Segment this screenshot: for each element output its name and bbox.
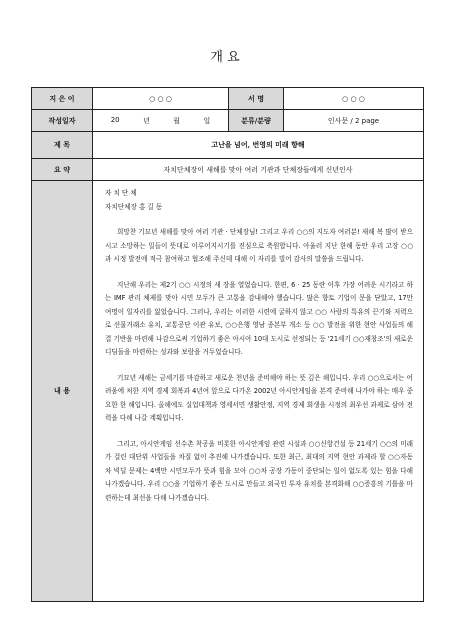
subject-value: 고난을 넘어, 번영의 미래 향해 xyxy=(93,132,424,159)
date-year: 20 xyxy=(110,115,120,124)
subject-label: 제 목 xyxy=(32,132,93,159)
sender-name: 자치단체장 홍 길 동 xyxy=(105,202,163,211)
overview-table xyxy=(31,87,424,602)
date-row xyxy=(32,110,424,132)
content-row xyxy=(32,181,424,602)
date-day-unit: 일 xyxy=(203,116,211,125)
date-label: 작성일자 xyxy=(32,110,93,132)
sender-org: 자 치 단 체 xyxy=(105,189,137,197)
subject-row xyxy=(32,132,424,159)
summary-row xyxy=(32,159,424,181)
summary-value: 자치단체장이 새해를 맞아 여러 기관과 단체장들에게 신년인사 xyxy=(93,159,424,181)
date-month-unit: 월 xyxy=(173,116,181,125)
date-year-unit: 년 xyxy=(143,116,150,125)
content-label: 내 용 xyxy=(32,181,93,602)
paragraph-4: 그리고, 아시안게임 선수촌 착공을 비롯한 아시안게임 관련 시설과 ○○신항건설 등 21세기 ○○의 미래가 걸린 대단위 사업들을 차질 없이 추진해 나가겠습니다. 또한 최근, 최대의 지역 현안 과제라 할 ○○자동차 빅딜 문제는 4백만 시민모두가 뜻과 힘을 모아 ○○차 공장 가동이 중단되는 일이 없도록 있는 힘을 다해 나가겠습니다. 우리 ○○을 기업하기 좋은 도시로 만들고 외국인 투자 유치를 본격화해 ○○증흥의 기틀을 마련하는데 최선을 다해 나가겠습니다. xyxy=(105,439,413,502)
page-title: 개 요 xyxy=(210,50,240,65)
summary-label: 요 약 xyxy=(32,159,93,181)
category-label: 분류/분량 xyxy=(229,110,284,132)
paragraph-2: 지난해 우리는 제2기 ○○ 시정의 새 장을 열었습니다. 한편, 6 · 25 동란 이후 가장 어려운 시기라고 하는 IMF 관리 체제를 맞아 시민 모두가 큰 고통을 감내해야 했습니다. 많은 향토 기업이 문을 닫았고, 17만 여명이 일자리를 잃었습니다. 그러나, 우리는 이러한 시련에 굴하지 않고 ○○ 사람의 특유의 끈기와 저력으로 선물거래소 유치, 교통공단 이관 유보, ○○은행 영남 종본부 개소 등 ○○ 발전을 위한 현안 사업들의 해결 기반을 마련해 나감으로써 기업하기 좋은 아시아 10대 도시로 선정되는 등 '21세기 ○○재창조'의 새로운 디딤돌을 마련하는 성과와 보람을 거두었습니다. xyxy=(105,280,413,356)
author-value: ○ ○ ○ xyxy=(93,88,229,110)
paragraph-1: 희망찬 기묘년 새해를 맞아 여러 기관 · 단체장님! 그리고 우리 ○○의 지도자 여러분! 새해 복 많이 받으시고 소망하는 일들이 뜻대로 이루어지시기를 진심으로 축원합니다. 아울러 지난 한해 동안 우리 고장 ○○과 시정 발전에 적극 참여하고 협조해 주신데 대해 이 자리를 빌어 감사의 말씀을 드립니다. xyxy=(105,228,413,263)
position-value: ○ ○ ○ xyxy=(284,88,424,110)
author-label: 지 은 이 xyxy=(32,88,93,110)
content-body xyxy=(93,181,424,602)
date-value xyxy=(93,110,229,132)
category-value: 인사문 / 2 page xyxy=(284,110,424,132)
position-label: 서 명 xyxy=(229,88,284,110)
author-row xyxy=(32,88,424,110)
paragraph-3: 기묘년 새해는 금세기를 마감하고 새로운 천년을 준비해야 하는 뜻 깊은 해입니다. 우리 ○○으로서는 어려움에 처한 지역 경제 회복과 4년여 앞으로 다가온 2002년 아시안게임을 본격 준비해 나가야 하는 매우 중요한 한 해입니다. 올해에도 실업대책과 영세서민 생활안정, 지역 경제 회생을 시정의 최우선 과제로 삼아 전력을 다해 나갈 계획입니다. xyxy=(105,373,413,422)
